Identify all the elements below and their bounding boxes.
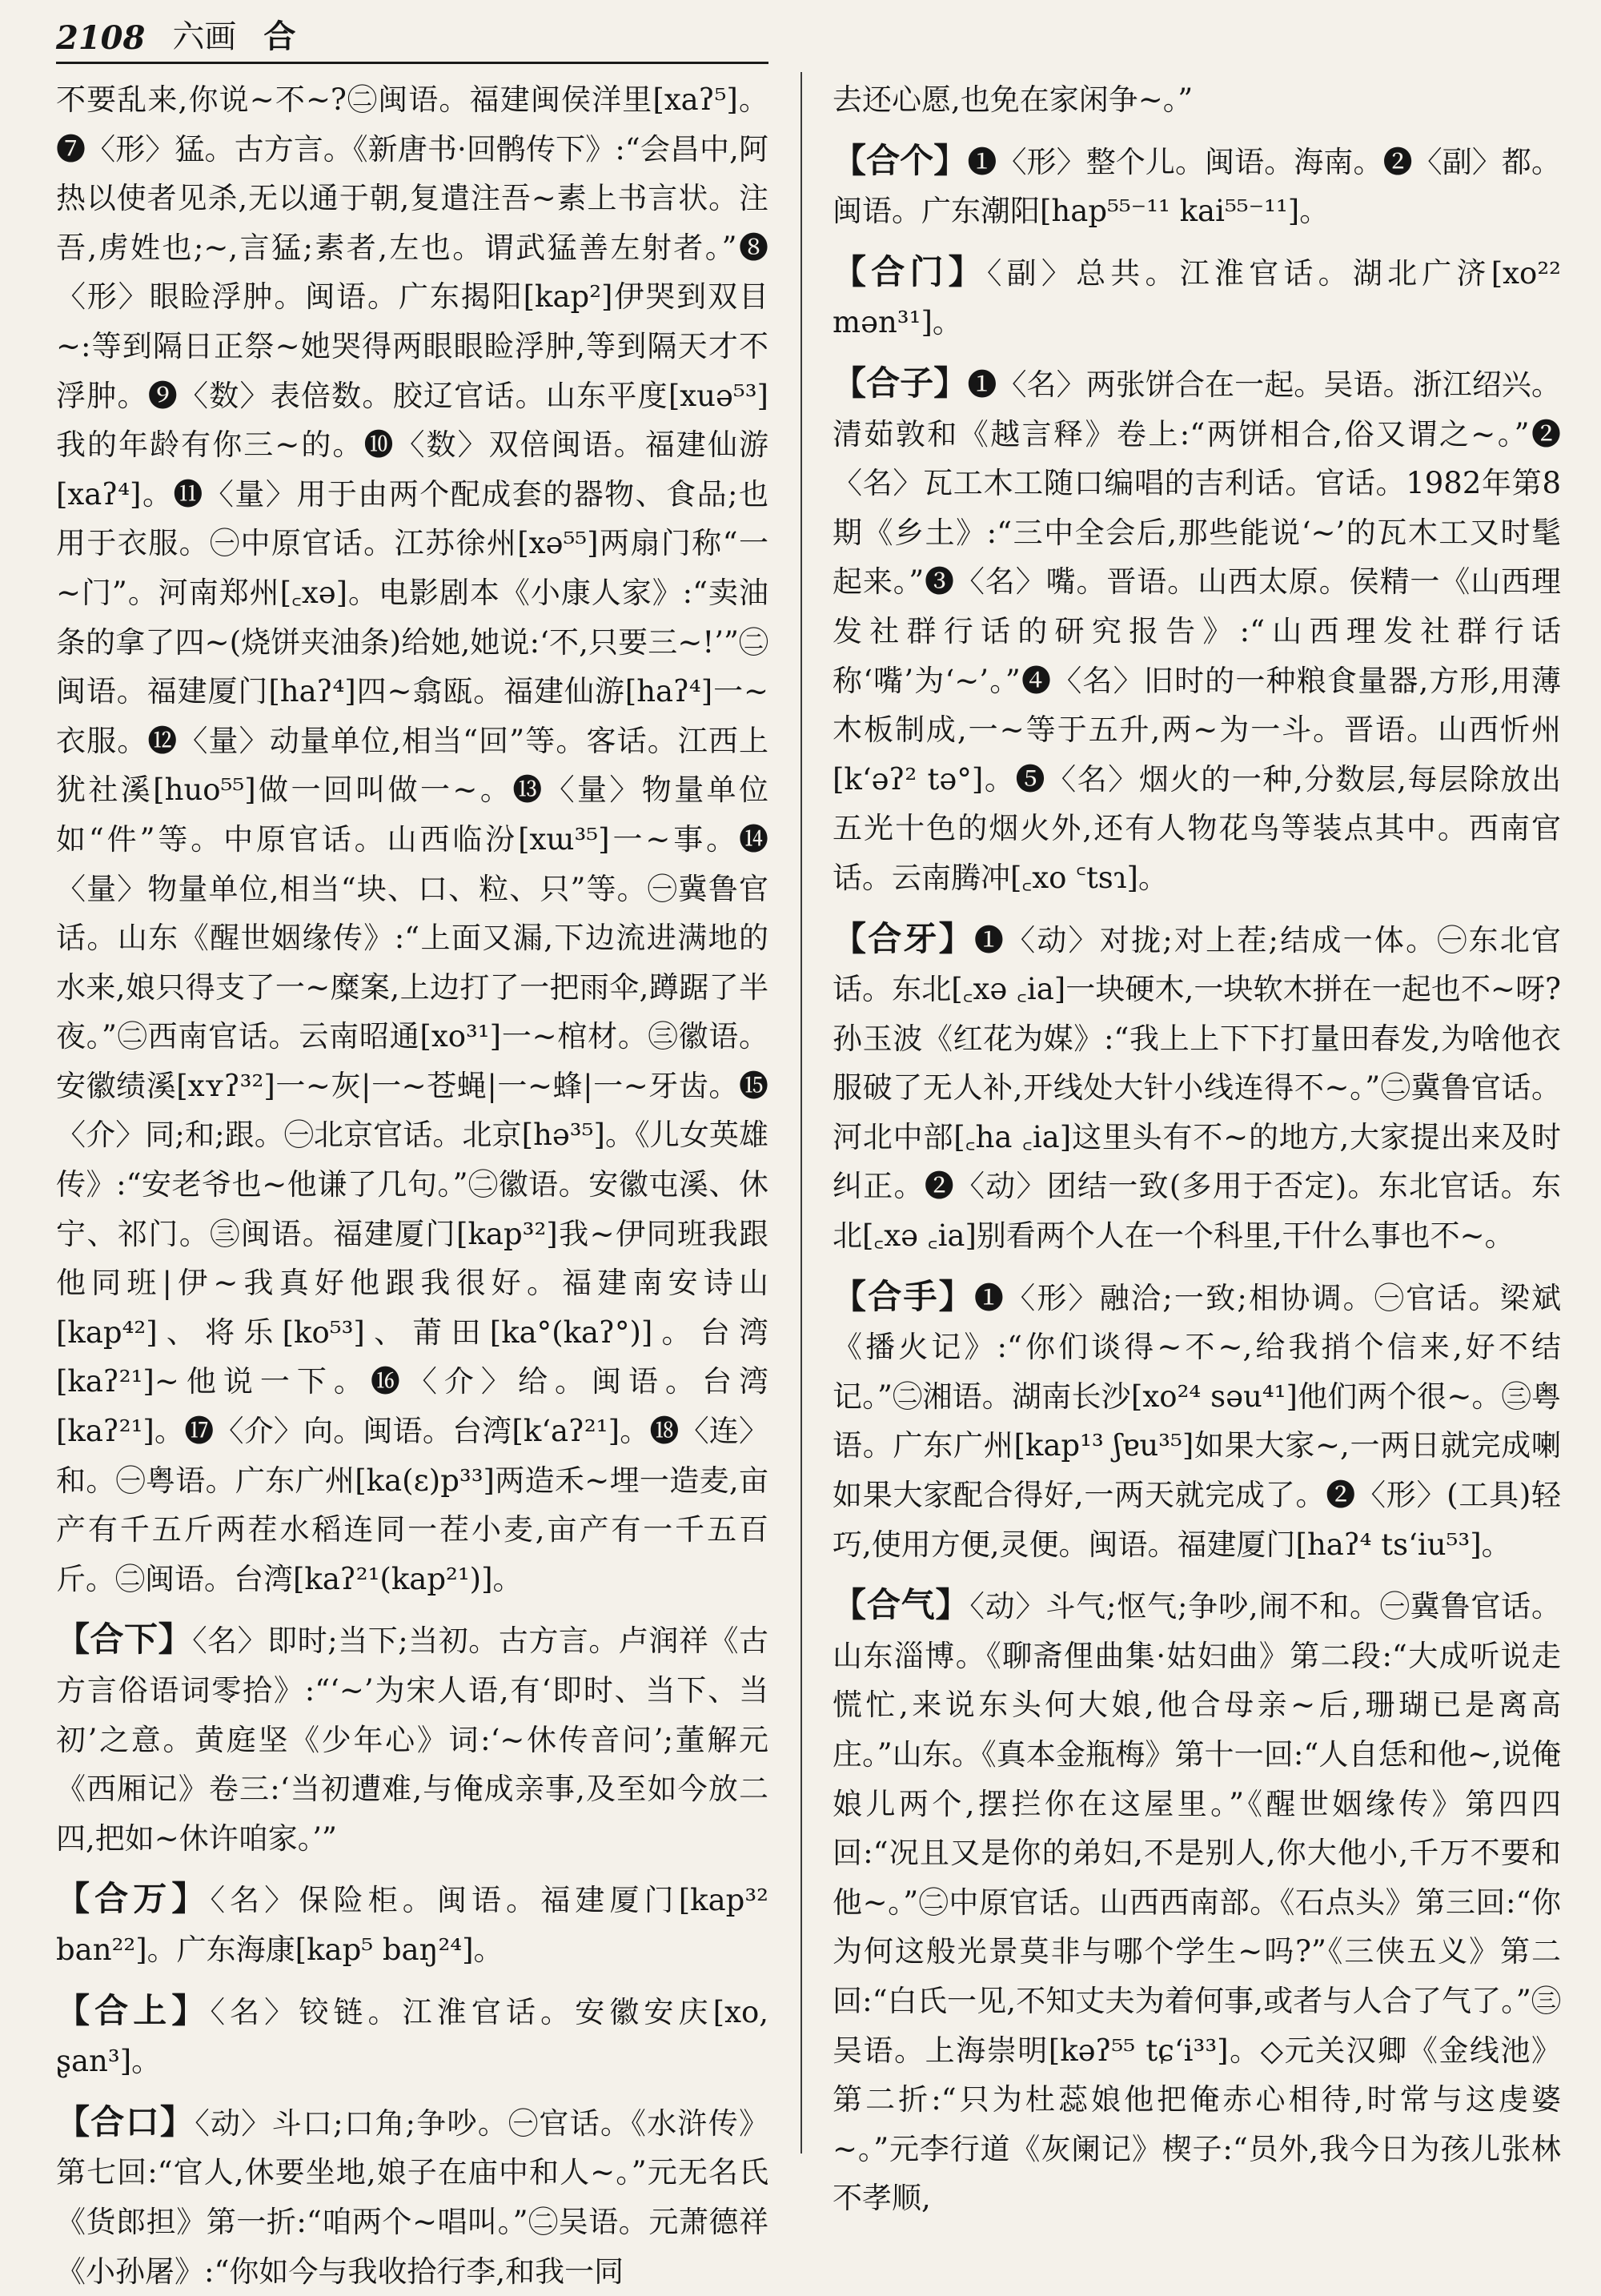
entry-text: 〈动〉斗口;口角;争吵。㊀官话。《水浒传》第七回:“官人,休要坐地,娘子在庙中和人~。”元无名氏《货郎担》第一折:“咱两个~唱叫。”㊁吴语。元萧德祥《小孙屠》:“你如今与我收拾行李,和我一同 xyxy=(56,2105,768,2289)
section-label: 六画 xyxy=(172,18,237,55)
entry-text: ❶〈形〉整个儿。闽语。海南。❷〈副〉都。闽语。广东潮阳[hap⁵⁵⁻¹¹ kai⁵⁵⁻¹¹]。 xyxy=(833,144,1561,229)
dictionary-entry xyxy=(833,136,1561,236)
dictionary-entry xyxy=(833,359,1561,903)
entry-text: 不要乱来,你说~不~?㊁闽语。福建闽侯洋里[xaʔ⁵]。❼〈形〉猛。古方言。《新唐书·回鹘传下》:“会昌中,阿热以使者见杀,无以通于朝,复遣注吾~素上书言状。注吾,虏姓也;~,言猛;素者,左也。谓武猛善左射者。”❽〈形〉眼睑浮肿。闽语。广东揭阳[kap²]伊哭到双目~:等到隔日正祭~她哭得两眼眼睑浮肿,等到隔天才不浮肿。❾〈数〉表倍数。胶辽官话。山东平度[xuə⁵³]我的年龄有你三~的。❿〈数〉双倍闽语。福建仙游[xaʔ⁴]。⓫〈量〉用于由两个配成套的器物、食品;也用于衣服。㊀中原官话。江苏徐州[xə⁵⁵]两扇门称“一~门”。河南郑州[꜀xə]。电影剧本《小康人家》:“卖油条的拿了四~(烧饼夹油条)给她,她说:‘不,只要三~!’”㊁闽语。福建厦门[haʔ⁴]四~翕瓯。福建仙游[haʔ⁴]一~衣服。⓬〈量〉动量单位,相当“回”等。客话。江西上犹社溪[huo⁵⁵]做一回叫做一~。⓭〈量〉物量单位如“件”等。中原官话。山西临汾[xɯ³⁵]一~事。⓮〈量〉物量单位,相当“块、口、粒、只”等。㊀冀鲁官话。山东《醒世姻缘传》:“上面又漏,下边流进满地的水来,娘只得支了一~糜案,上边打了一把雨伞,蹲踞了半夜。”㊁西南官话。云南昭通[xo³¹]一~棺材。㊂徽语。安徽绩溪[xʏʔ³²]一~灰|一~苍蝇|一~蜂|一~牙齿。⓯〈介〉同;和;跟。㊀北京官话。北京[hə³⁵]。《儿女英雄传》:“安老爷也~他谦了几句。”㊁徽语。安徽屯溪、休宁、祁门。㊂闽语。福建厦门[kap³²]我~伊同班我跟他同班|伊~我真好他跟我很好。福建南安诗山[kap⁴²]、将乐[ko⁵³]、莆田[ka°(kaʔ°)]。台湾[kaʔ²¹]~他说一下。⓰〈介〉给。闽语。台湾[kaʔ²¹]。⓱〈介〉向。闽语。台湾[kʻaʔ²¹]。⓲〈连〉和。㊀粤语。广东广州[ka(ɛ)p³³]两造禾~埋一造麦,亩产有千五斤两茬水稻连同一茬小麦,亩产有一千五百斤。㊁闽语。台湾[kaʔ²¹(kap²¹)]。 xyxy=(56,82,768,1596)
entry-text: 〈名〉保险柜。闽语。福建厦门[kap³² ban²²]。广东海康[kap⁵ baŋ²⁴]。 xyxy=(56,1883,768,1967)
entry-text: 去还心愿,也免在家闲争~。” xyxy=(833,82,1194,117)
entry-text: ❶〈动〉对拢;对上茬;结成一体。㊀东北官话。东北[꜀xə ꜀ia]一块硬木,一块软木拼在一起也不~呀?孙玉波《红花为媒》:“我上上下下打量田春发,为啥他衣服破了无人补,开线处大针小线连得不~。”㊁冀鲁官话。河北中部[꜀ha ꜀ia]这里头有不~的地方,大家提出来及时纠正。❷〈动〉团结一致(多用于否定)。东北官话。东北[꜀xə ꜀ia]别看两个人在一个科里,干什么事也不~。 xyxy=(833,922,1561,1254)
entry-headword: 【合子】 xyxy=(833,363,968,403)
page-header xyxy=(56,18,768,64)
left-column xyxy=(56,75,768,2289)
dictionary-entry xyxy=(833,247,1561,347)
entry-headword: 【合下】 xyxy=(56,1620,193,1660)
entry-text: ❶〈名〉两张饼合在一起。吴语。浙江绍兴。清茹敦和《越言释》卷上:“两饼相合,俗又谓之~。”❷〈名〉瓦工木工随口编唱的吉利话。官话。1982年第8期《乡土》:“三中全会后,那些能说‘~’的瓦木工又时髦起来。”❸〈名〉嘴。晋语。山西太原。侯精一《山西理发社群行话的研究报告》:“山西理发社群行话称‘嘴’为‘~’。”❹〈名〉旧时的一种粮食量器,方形,用薄木板制成,一~等于五升,两~为一斗。晋语。山西忻州[kʻəʔ² tə°]。❺〈名〉烟火的一种,分数层,每层除放出五光十色的烟火外,还有人物花鸟等装点其中。西南官话。云南腾冲[꜀xo ꜂tsɿ]。 xyxy=(833,367,1561,895)
entry-headword: 【合口】 xyxy=(56,2101,195,2141)
entry-headword: 【合门】 xyxy=(833,251,987,291)
entry-headword: 【合万】 xyxy=(56,1879,211,1919)
entry-text: 〈动〉斗气;怄气;争吵,闹不和。㊀冀鲁官话。山东淄博。《聊斋俚曲集·姑妇曲》第二段:“大成听说走慌忙,来说东头何大娘,他合母亲~后,珊瑚已是离高庄。”山东。《真本金瓶梅》第十一回:“人自恁和他~,说俺娘儿两个,摆拦你在这屋里。”《醒世姻缘传》第四四回:“况且又是你的弟妇,不是别人,你大他小,千万不要和他~。”㊁中原官话。山西西南部。《石点头》第三回:“你为何这般光景莫非与哪个学生~吗?”《三侠五义》第二回:“白氏一见,不知丈夫为着何事,或者与人合了气了。”㊂吴语。上海崇明[kəʔ⁵⁵ tɕʻi³³]。◇元关汉卿《金线池》第二折:“只为杜蕊娘他把俺赤心相待,时常与这虔婆~。”元李行道《灰阑记》楔子:“员外,我今日为孩儿张林不孝顺, xyxy=(833,1589,1561,2216)
dictionary-entry xyxy=(56,1615,768,1863)
header-character: 合 xyxy=(263,18,296,55)
right-column xyxy=(833,75,1561,2216)
entry-headword: 【合气】 xyxy=(833,1585,970,1625)
entry-headword: 【合个】 xyxy=(833,140,968,180)
page-number: 2108 xyxy=(56,19,146,57)
entry-headword: 【合上】 xyxy=(56,1990,211,2030)
entry-headword: 【合牙】 xyxy=(833,918,974,958)
entry-headword: 【合手】 xyxy=(833,1276,974,1316)
entry-continuation xyxy=(833,75,1561,125)
entry-text: 〈副〉总共。江淮官话。湖北广济[xo²² mən³¹]。 xyxy=(833,255,1561,340)
entry-text: 〈名〉即时;当下;当初。古方言。卢润祥《古方言俗语词零拾》:“‘~’为宋人语,有‘即时、当下、当初’之意。黄庭坚《少年心》词:‘~休传音问’;董解元《西厢记》卷三:‘当初遭难,与俺成亲事,及至如今放二四,把如~休许咱家。’” xyxy=(56,1624,768,1856)
entry-continuation xyxy=(56,75,768,1604)
dictionary-entry xyxy=(56,2097,768,2296)
dictionary-entry xyxy=(833,1272,1561,1570)
dictionary-entry xyxy=(833,914,1561,1261)
dictionary-entry xyxy=(833,1580,1561,2223)
dictionary-entry xyxy=(56,1986,768,2086)
entry-text: ❶〈形〉融洽;一致;相协调。㊀官话。梁斌《播火记》:“你们谈得~不~,给我捎个信来,好不结记。”㊁湘语。湖南长沙[xo²⁴ səu⁴¹]他们两个很~。㊂粤语。广东广州[kap¹³ ʃɐu³⁵]如果大家~,一两日就完成喇如果大家配合得好,一两天就完成了。❷〈形〉(工具)轻巧,使用方便,灵便。闽语。福建厦门[haʔ⁴ tsʻiu⁵³]。 xyxy=(833,1280,1561,1562)
column-divider xyxy=(800,72,802,2154)
dictionary-entry xyxy=(56,1874,768,1974)
entry-text: 〈名〉铰链。江淮官话。安徽安庆[xo, ʂan³]。 xyxy=(56,1994,768,2079)
